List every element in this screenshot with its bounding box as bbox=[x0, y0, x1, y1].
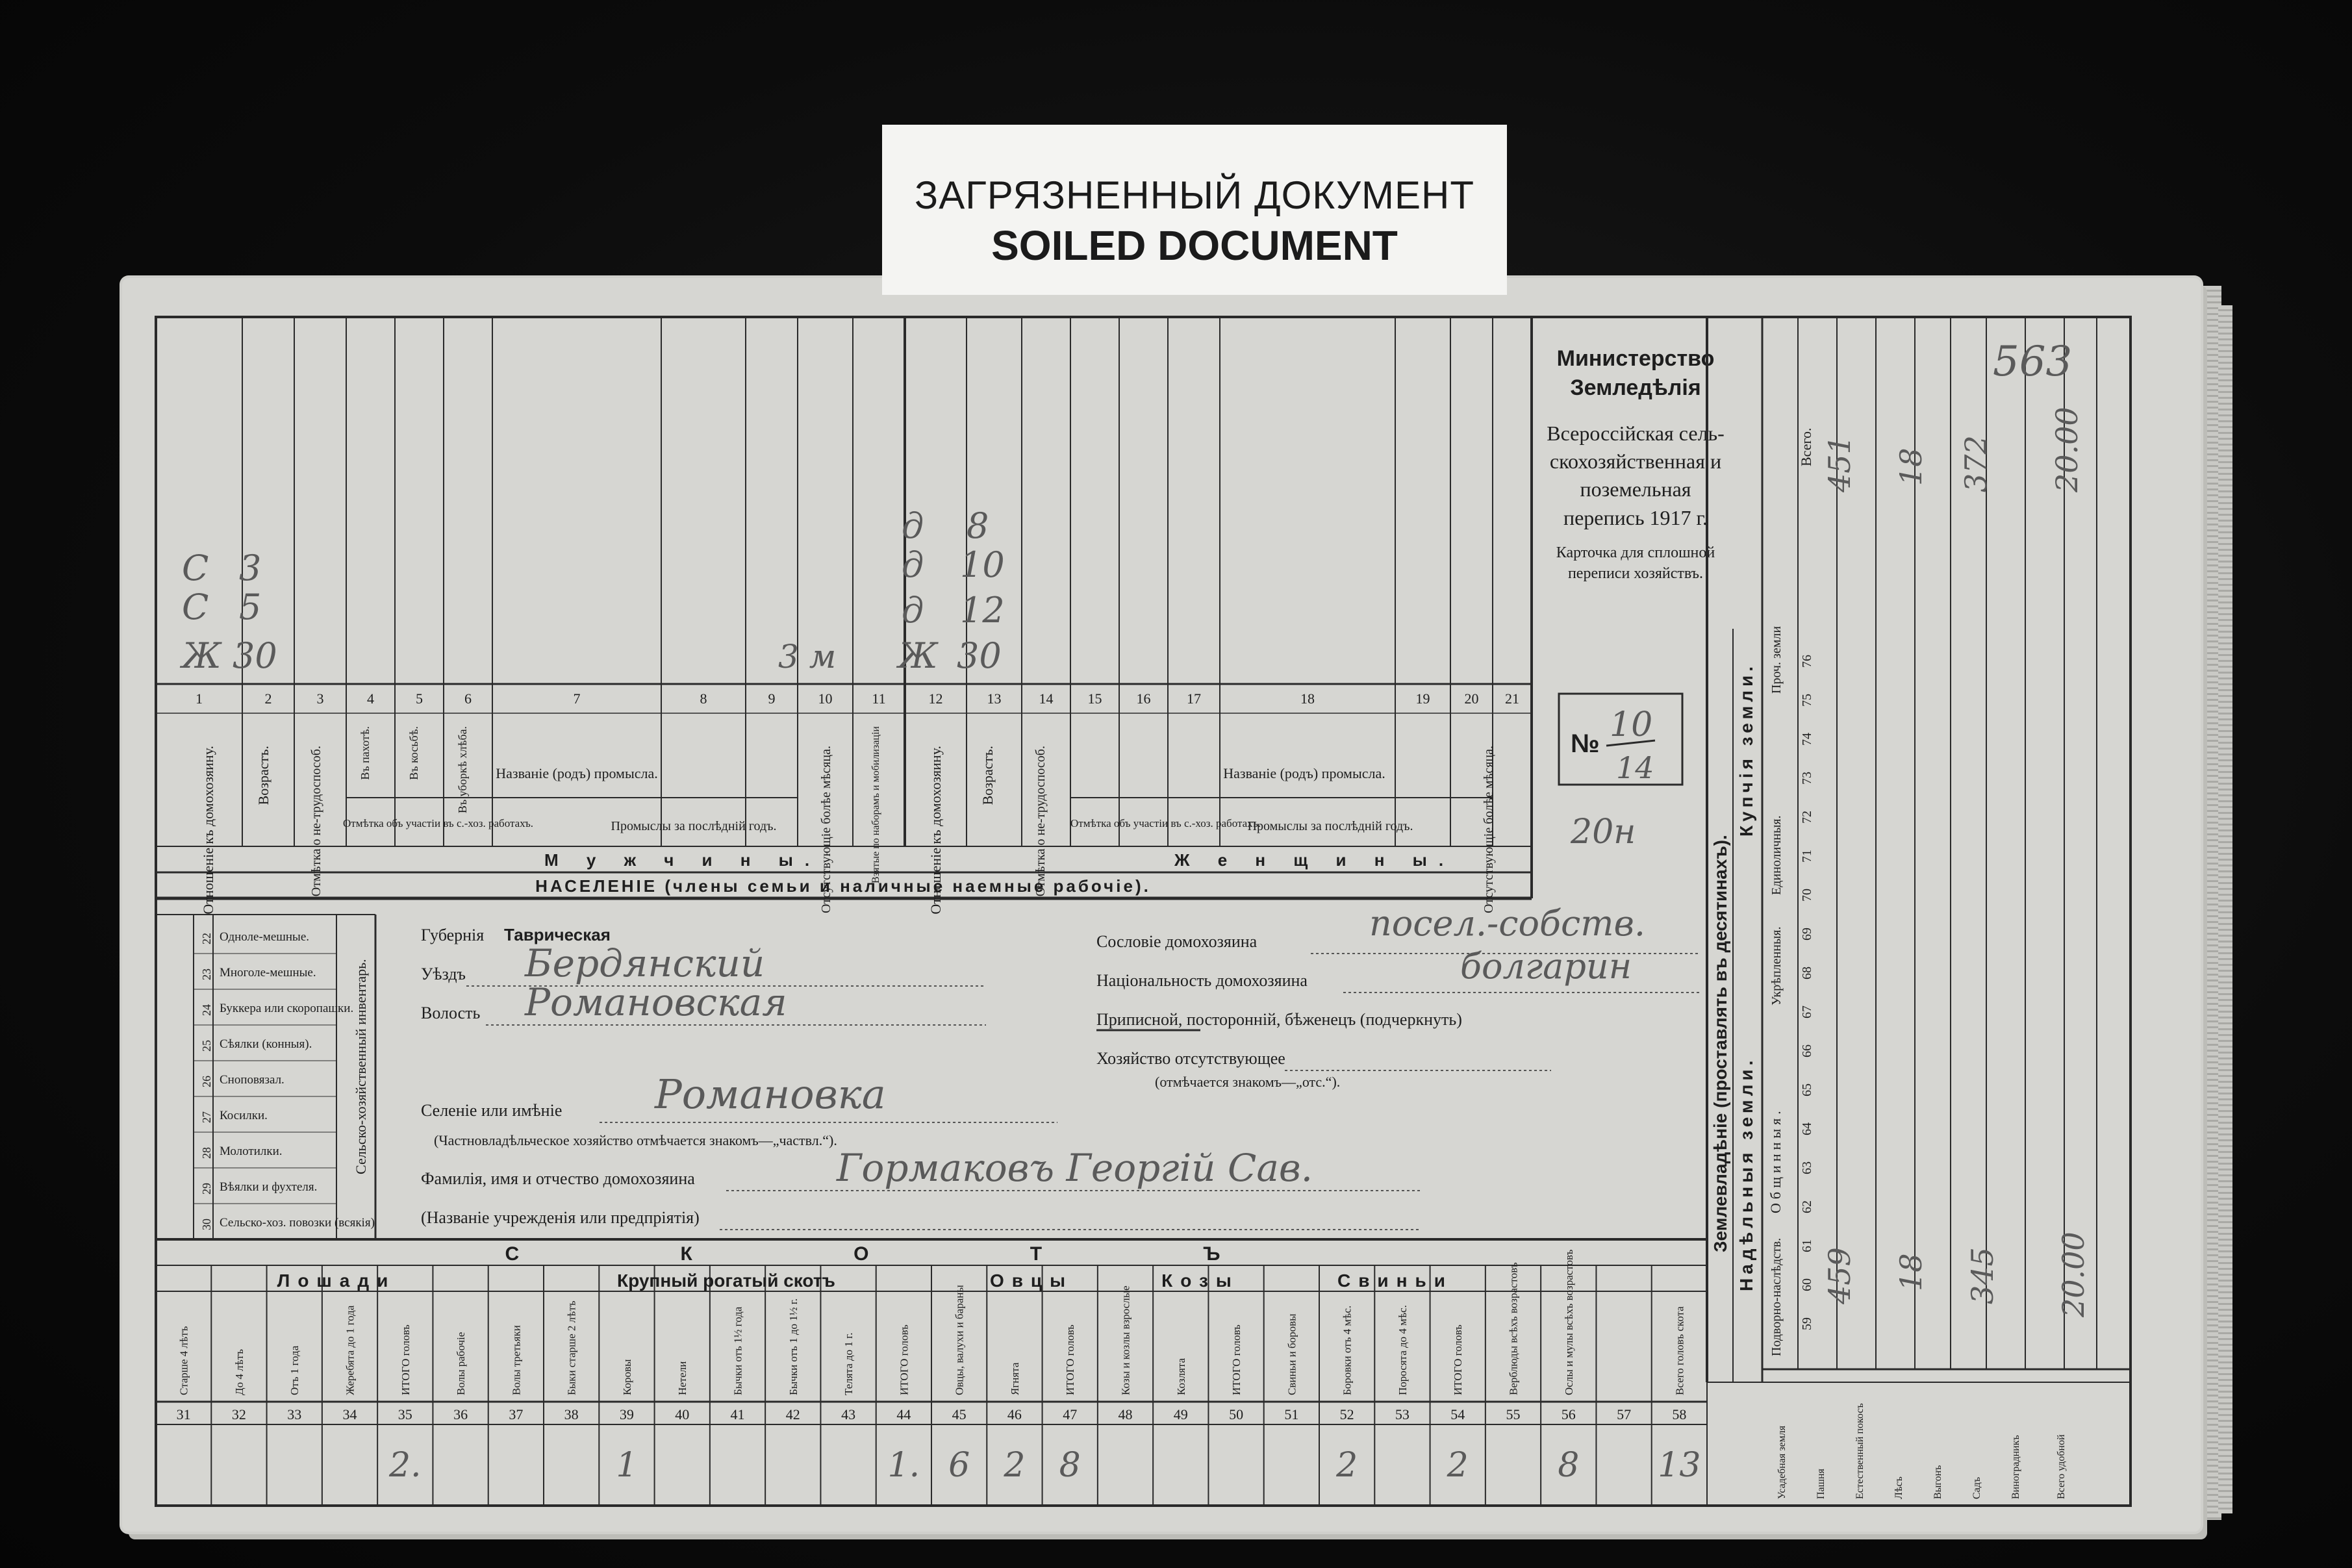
col-relation-label-women: Отношеніе къ домохозяину. bbox=[928, 746, 944, 915]
land-col-number: 65 bbox=[1800, 1083, 1814, 1096]
livestock-col-label: Козлята bbox=[1174, 1358, 1187, 1395]
census-line-2: скохозяйственная и bbox=[1549, 449, 1722, 473]
livestock-col-label: Волы третьяки bbox=[510, 1325, 523, 1395]
inventory-number: 26 bbox=[200, 1076, 213, 1087]
hw-w-age-3: 12 bbox=[960, 590, 1005, 631]
inventory-number: 28 bbox=[200, 1147, 213, 1159]
col-mobilized-label: Взятые по наборамъ и мобилизаціи bbox=[870, 726, 881, 883]
pop-col-number: 5 bbox=[416, 690, 423, 707]
inventory-item: Буккера или скоропашки. bbox=[220, 1002, 354, 1015]
col-age-label-women: Возрастъ. bbox=[980, 746, 996, 805]
inventory-number: 30 bbox=[200, 1219, 213, 1230]
inventory-number: 29 bbox=[200, 1183, 213, 1195]
census-card bbox=[122, 278, 2201, 1532]
hw-land-2: 18 bbox=[1893, 448, 1928, 486]
hw-land-7: 345 bbox=[1965, 1247, 2000, 1304]
inventory-number: 24 bbox=[200, 1004, 213, 1016]
livestock-value: 2 bbox=[1336, 1446, 1358, 1485]
livestock-col-label: Ягнята bbox=[1008, 1362, 1021, 1395]
hw-w-rel-4: Ж bbox=[898, 635, 938, 676]
pop-col-number: 12 bbox=[928, 690, 943, 707]
land-consolidated: Укрѣпленныя. bbox=[1769, 926, 1784, 1005]
hw-land-8: 20.00 bbox=[2056, 1232, 2091, 1317]
inventory-item: Сноповязал. bbox=[220, 1073, 285, 1087]
card-number-label: № bbox=[1571, 729, 1600, 758]
absent-note: (отмѣчается знакомъ—„отс.“). bbox=[1155, 1074, 1341, 1090]
stamp-english: SOILED DOCUMENT bbox=[991, 222, 1398, 269]
livestock-col-label: Старше 4 лѣтъ bbox=[177, 1326, 190, 1395]
ministry-line-1: Министерство bbox=[1556, 346, 1715, 371]
livestock-col-number: 50 bbox=[1229, 1406, 1244, 1423]
pop-col-number: 21 bbox=[1505, 690, 1519, 707]
hw-land-1: 451 bbox=[1822, 435, 1857, 492]
livestock-col-number: 46 bbox=[1007, 1406, 1022, 1423]
pop-col-number: 7 bbox=[573, 690, 581, 707]
hw-volost: Романовская bbox=[525, 980, 787, 1024]
hw-village: Романовка bbox=[655, 1070, 886, 1118]
livestock-col-label: Волы рабочіе bbox=[455, 1332, 468, 1395]
land-col-number: 63 bbox=[1800, 1161, 1814, 1174]
land-col-number: 68 bbox=[1800, 967, 1814, 980]
land-col-number: 73 bbox=[1800, 772, 1814, 785]
livestock-col-number: 35 bbox=[398, 1406, 412, 1423]
inventory-number: 27 bbox=[200, 1111, 213, 1123]
hw-absent: 3 м bbox=[778, 638, 837, 676]
hw-land-6: 18 bbox=[1893, 1253, 1928, 1291]
livestock-col-label: Верблюды всѣхъ возрастовъ bbox=[1507, 1262, 1520, 1395]
land-bottom-label: Виноградникъ bbox=[2010, 1435, 2021, 1499]
volost-label: Волость bbox=[421, 1004, 481, 1022]
land-allotment: Надѣльныя земли. bbox=[1736, 1056, 1756, 1291]
livestock-col-number: 45 bbox=[952, 1406, 967, 1423]
land-col-number: 71 bbox=[1800, 850, 1814, 863]
province-value: Таврическая bbox=[504, 925, 611, 944]
hw-age-2: 5 bbox=[239, 587, 262, 627]
pop-col-number: 17 bbox=[1187, 690, 1201, 707]
land-col-number: 61 bbox=[1800, 1239, 1814, 1252]
pop-col-number: 1 bbox=[196, 690, 203, 707]
livestock-col-label: Нетели bbox=[676, 1361, 689, 1395]
livestock-col-number: 36 bbox=[453, 1406, 468, 1423]
livestock-col-label: ИТОГО головъ bbox=[898, 1324, 911, 1395]
pop-col-number: 13 bbox=[987, 690, 1002, 707]
land-col-number: 59 bbox=[1800, 1317, 1814, 1330]
land-bottom-label: Выгонъ bbox=[1932, 1465, 1943, 1499]
livestock-col-label: Жеребята до 1 года bbox=[344, 1305, 357, 1395]
hw-age-1: 3 bbox=[239, 548, 262, 588]
livestock-col-number: 37 bbox=[509, 1406, 524, 1423]
page-edge-stack-back bbox=[2218, 305, 2232, 1513]
pop-col-number: 8 bbox=[700, 690, 707, 707]
land-communal: Общинныя. bbox=[1767, 1107, 1784, 1213]
absent-label: Хозяйство отсутствующее bbox=[1096, 1049, 1285, 1068]
land-household: Подворно-наслѣдств. bbox=[1769, 1237, 1784, 1356]
livestock-col-number: 53 bbox=[1395, 1406, 1410, 1423]
inventory-item: Косилки. bbox=[220, 1109, 268, 1122]
village-label: Селеніе или имѣніе bbox=[421, 1101, 563, 1120]
livestock-col-number: 57 bbox=[1617, 1406, 1632, 1423]
col-absent-label-women: Отсутствующіе болѣе мѣсяца. bbox=[1482, 746, 1496, 913]
trades-label-women: Промыслы за послѣдній годъ. bbox=[1247, 819, 1413, 833]
land-bottom-label: Усадебная земля bbox=[1777, 1425, 1788, 1499]
livestock-col-number: 38 bbox=[564, 1406, 579, 1423]
header-block bbox=[1547, 346, 1725, 852]
land-col-number: 62 bbox=[1800, 1200, 1814, 1213]
inventory-number: 23 bbox=[200, 968, 213, 980]
group-horses: Лошади bbox=[277, 1271, 396, 1291]
inventory-item: Одноле-мешные. bbox=[220, 930, 310, 944]
col-age-label: Возрастъ. bbox=[255, 746, 272, 805]
ministry-line-2: Земледѣлія bbox=[1570, 375, 1701, 400]
livestock-col-number: 49 bbox=[1173, 1406, 1188, 1423]
land-col-number: 75 bbox=[1800, 694, 1814, 707]
hw-rel-2: С bbox=[182, 587, 209, 627]
livestock-col-label: Поросята до 4 мѣс. bbox=[1396, 1305, 1409, 1395]
hw-land-3: 372 bbox=[1958, 435, 1993, 492]
livestock-col-label: Телята до 1 г. bbox=[842, 1332, 855, 1395]
land-total: Всего. bbox=[1798, 427, 1814, 466]
livestock-value: 8 bbox=[1558, 1446, 1580, 1485]
livestock-col-number: 43 bbox=[841, 1406, 856, 1423]
land-other: Проч. земли bbox=[1769, 626, 1784, 694]
livestock-col-label: Всего головъ скота bbox=[1673, 1306, 1686, 1395]
livestock-col-label: ИТОГО головъ bbox=[1064, 1324, 1077, 1395]
livestock-col-number: 44 bbox=[896, 1406, 911, 1423]
inventory-item: Сельско-хоз. повозки (всякія) bbox=[220, 1216, 375, 1230]
population-title: НАСЕЛЕНІЕ (члены семьи и наличные наемные рабочіе). bbox=[535, 876, 1151, 896]
women-label: Ж е н щ и н ы. bbox=[1174, 850, 1456, 870]
livestock-col-label: Бычки отъ 1½ года bbox=[731, 1306, 744, 1395]
livestock-col-label: Коровы bbox=[620, 1359, 633, 1395]
hw-land-5: 459 bbox=[1822, 1247, 1857, 1304]
census-form bbox=[122, 278, 2201, 1532]
census-line-1: Всероссійская сель- bbox=[1547, 422, 1725, 445]
inventory-number: 22 bbox=[200, 933, 213, 944]
livestock-col-number: 40 bbox=[675, 1406, 690, 1423]
livestock-col-label: Свиньи и боровы bbox=[1285, 1313, 1298, 1395]
land-bottom-label: Пашня bbox=[1815, 1469, 1827, 1499]
address-block bbox=[421, 903, 1701, 1230]
col-absent-label: Отсутствующіе болѣе мѣсяца. bbox=[819, 746, 833, 913]
owner-label: Фамилія, имя и отчество домохозяина bbox=[421, 1169, 695, 1188]
pop-col-number: 4 bbox=[367, 690, 374, 707]
livestock-col-label: Ослы и мулы всѣхъ возрастовъ bbox=[1562, 1249, 1575, 1395]
village-note: (Частновладѣльческое хозяйство отмѣчается знакомъ—„частвл.“). bbox=[434, 1132, 837, 1148]
livestock-col-label: Козы и козлы взрослые bbox=[1119, 1285, 1132, 1395]
pop-col-number: 9 bbox=[768, 690, 776, 707]
participation-label-women: Отмѣтка объ участіи въ с.-хоз. работахъ. bbox=[1070, 817, 1261, 829]
livestock-col-label: ИТОГО головъ bbox=[1230, 1324, 1243, 1395]
col-harvest-label: Въ уборкѣ хлѣба. bbox=[456, 726, 469, 814]
hw-total-top: 563 bbox=[1993, 338, 2073, 386]
inventory-number: 25 bbox=[200, 1040, 213, 1052]
inventory-item: Вѣялки и фухтеля. bbox=[220, 1180, 318, 1194]
hw-card-number: 10 bbox=[1610, 705, 1653, 744]
inventory-item: Молотилки. bbox=[220, 1144, 283, 1158]
inventory-item: Сѣялки (конныя). bbox=[220, 1037, 312, 1051]
land-col-number: 76 bbox=[1800, 655, 1814, 668]
hw-w-age-2: 10 bbox=[960, 544, 1005, 585]
livestock-value: 13 bbox=[1658, 1446, 1701, 1485]
pop-col-number: 18 bbox=[1300, 690, 1315, 707]
livestock-col-number: 33 bbox=[287, 1406, 302, 1423]
livestock-col-label: До 4 лѣтъ bbox=[233, 1348, 246, 1395]
group-pigs: Свиньи bbox=[1337, 1271, 1453, 1291]
livestock-col-label: Быки старше 2 лѣтъ bbox=[565, 1300, 578, 1395]
men-label: М у ж ч и н ы. bbox=[544, 850, 822, 870]
land-col-number: 69 bbox=[1800, 928, 1814, 941]
pop-col-number: 11 bbox=[872, 690, 886, 707]
land-col-number: 67 bbox=[1800, 1005, 1814, 1018]
livestock-col-number: 58 bbox=[1672, 1406, 1687, 1423]
pop-col-number: 6 bbox=[464, 690, 472, 707]
hw-w-rel-1: д bbox=[902, 505, 924, 546]
group-cattle: Крупный рогатый скотъ bbox=[617, 1271, 835, 1291]
livestock-col-number: 42 bbox=[785, 1406, 800, 1423]
land-bottom-label: Естественный покосъ bbox=[1854, 1403, 1865, 1499]
land-bottom-label: Садъ bbox=[1971, 1476, 1982, 1499]
group-goats: Козы bbox=[1161, 1271, 1239, 1291]
hw-age-3: 30 bbox=[233, 635, 277, 676]
hw-owner: Гормаковъ Георгій Сав. bbox=[837, 1146, 1313, 1190]
hw-nationality: болгарин bbox=[1460, 946, 1632, 987]
livestock-col-label: Бычки отъ 1 до 1½ г. bbox=[787, 1298, 800, 1395]
estate-label: Сословіе домохозяина bbox=[1096, 932, 1258, 951]
land-col-number: 60 bbox=[1800, 1278, 1814, 1291]
land-col-number: 64 bbox=[1800, 1122, 1814, 1135]
hw-w-rel-2: д bbox=[902, 544, 924, 585]
trade-name-label-women: Названіе (родъ) промысла. bbox=[1223, 765, 1385, 781]
livestock-value: 2 bbox=[1447, 1446, 1469, 1485]
pop-col-number: 20 bbox=[1464, 690, 1479, 707]
census-line-4: перепись 1917 г. bbox=[1563, 506, 1708, 529]
pop-col-number: 2 bbox=[264, 690, 272, 707]
hw-card-note: 20н bbox=[1571, 813, 1636, 852]
col-disabled-label-women: Отмѣтка о не-трудоспособ. bbox=[1033, 746, 1048, 897]
col-disabled-label: Отмѣтка о не-трудоспособ. bbox=[309, 746, 323, 897]
inventory-title: Сельско-хозяйственный инвентарь. bbox=[353, 959, 369, 1174]
card-line-2: переписи хозяйствъ. bbox=[1567, 565, 1704, 582]
livestock-col-label: Овцы, валухи и бараны bbox=[953, 1285, 966, 1395]
livestock-col-number: 56 bbox=[1561, 1406, 1576, 1423]
livestock-col-number: 41 bbox=[730, 1406, 745, 1423]
livestock-value: 2. bbox=[388, 1446, 422, 1485]
inventory-item: Многоле-мешные. bbox=[220, 966, 316, 980]
pop-col-number: 14 bbox=[1039, 690, 1054, 707]
soiled-document-stamp bbox=[882, 125, 1507, 295]
pop-col-number: 19 bbox=[1415, 690, 1430, 707]
census-line-3: поземельная bbox=[1580, 477, 1691, 501]
pop-col-number: 15 bbox=[1087, 690, 1102, 707]
land-col-number: 66 bbox=[1800, 1044, 1814, 1057]
population-table bbox=[156, 317, 1532, 898]
land-title: Землевладѣніе (проставлять въ десятинахъ). bbox=[1710, 835, 1730, 1252]
hw-w-rel-3: д bbox=[902, 590, 924, 631]
pop-col-number: 16 bbox=[1136, 690, 1151, 707]
livestock-col-label: ИТОГО головъ bbox=[399, 1324, 412, 1395]
land-col-number: 72 bbox=[1800, 811, 1814, 824]
land-individual: Единоличныя. bbox=[1769, 815, 1784, 895]
livestock-col-number: 32 bbox=[231, 1406, 246, 1423]
hw-rel-3: Ж bbox=[182, 635, 221, 676]
institution-label: (Названіе учрежденія или предпріятія) bbox=[421, 1208, 700, 1227]
registration-label: Приписной, посторонній, бѣженецъ (подчеркнуть) bbox=[1096, 1010, 1462, 1029]
uezd-label: Уѣздъ bbox=[421, 965, 466, 983]
stamp-russian: ЗАГРЯЗНЕННЫЙ ДОКУМЕНТ bbox=[915, 173, 1474, 217]
livestock-value: 2 bbox=[1004, 1446, 1026, 1485]
livestock-col-number: 39 bbox=[619, 1406, 634, 1423]
group-sheep: Овцы bbox=[989, 1271, 1074, 1291]
livestock-col-label: Отъ 1 года bbox=[288, 1345, 301, 1395]
card-line-1: Карточка для сплошной bbox=[1556, 544, 1715, 561]
livestock-value: 6 bbox=[948, 1446, 970, 1485]
livestock-value: 1. bbox=[887, 1446, 920, 1485]
col-mowing-label: Въ косьбѣ. bbox=[407, 726, 420, 780]
participation-label: Отмѣтка объ участіи въ с.-хоз. работахъ. bbox=[343, 817, 534, 829]
hw-uezd: Бердянский bbox=[525, 941, 765, 985]
col-ploughing-label: Въ пахотѣ. bbox=[359, 726, 372, 780]
land-bottom-label: Лѣсъ bbox=[1893, 1476, 1904, 1499]
hw-land-4: 20.00 bbox=[2049, 407, 2084, 492]
col-relation-label: Отношеніе къ домохозяину. bbox=[200, 746, 216, 915]
livestock-col-label: Боровки отъ 4 мѣс. bbox=[1341, 1305, 1354, 1395]
livestock-col-number: 31 bbox=[176, 1406, 191, 1423]
trades-label: Промыслы за послѣдній годъ. bbox=[611, 819, 777, 833]
livestock-title: С К О Т Ъ bbox=[505, 1243, 1298, 1265]
hw-rel-1: С bbox=[182, 548, 209, 588]
land-col-number: 74 bbox=[1800, 733, 1814, 746]
livestock-col-number: 52 bbox=[1339, 1406, 1354, 1423]
hw-estate: посел.-собств. bbox=[1369, 903, 1646, 944]
livestock-col-number: 51 bbox=[1284, 1406, 1299, 1423]
nationality-label: Національность домохозяина bbox=[1096, 971, 1308, 990]
livestock-col-label: ИТОГО головъ bbox=[1452, 1324, 1465, 1395]
livestock-col-number: 54 bbox=[1450, 1406, 1465, 1423]
livestock-col-number: 47 bbox=[1063, 1406, 1078, 1423]
hw-card-number-2: 14 bbox=[1616, 750, 1654, 785]
livestock-col-number: 55 bbox=[1506, 1406, 1521, 1423]
pop-col-number: 10 bbox=[818, 690, 833, 707]
land-purchased: Купчія земли. bbox=[1736, 663, 1756, 837]
livestock-value: 1 bbox=[616, 1446, 638, 1485]
pop-col-number: 3 bbox=[316, 690, 324, 707]
trade-name-label: Названіе (родъ) промысла. bbox=[496, 765, 658, 781]
livestock-value: 8 bbox=[1059, 1446, 1081, 1485]
land-bottom-label: Всего удобной bbox=[2056, 1434, 2067, 1499]
hw-w-age-1: 8 bbox=[967, 505, 989, 546]
livestock-col-number: 34 bbox=[342, 1406, 357, 1423]
hw-w-age-4: 30 bbox=[957, 635, 1002, 676]
livestock-col-number: 48 bbox=[1118, 1406, 1133, 1423]
province-label: Губернія bbox=[421, 926, 485, 944]
land-col-number: 70 bbox=[1800, 889, 1814, 902]
